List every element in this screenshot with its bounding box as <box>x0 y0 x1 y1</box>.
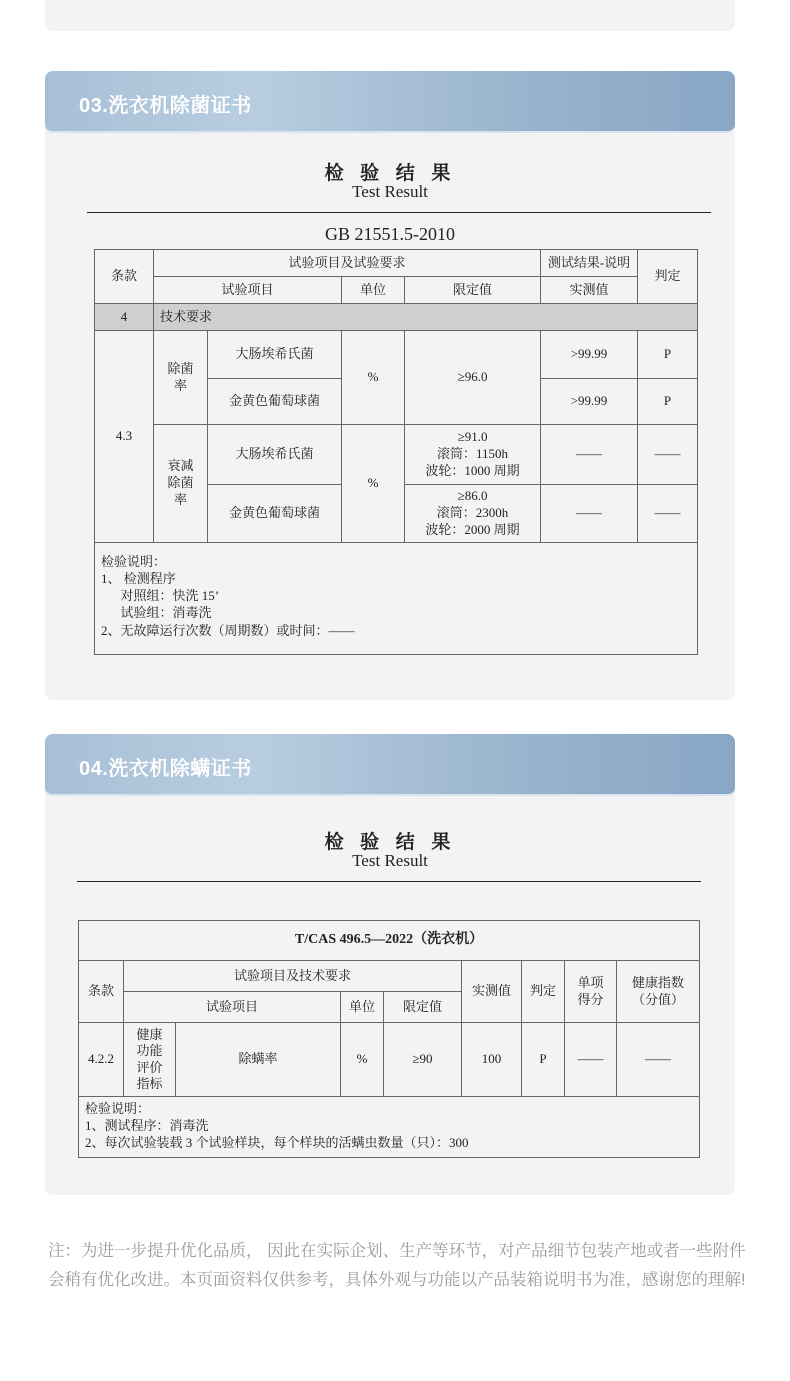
tech-clause: 4 <box>95 304 154 331</box>
header-test-item: 试验项目 <box>124 992 341 1023</box>
group1-judge-2: P <box>638 379 698 425</box>
group2-measured-2: —— <box>541 485 638 543</box>
group2-measured-1: —— <box>541 425 638 485</box>
group2-unit: % <box>342 425 405 543</box>
standard-code: T/CAS 496.5—2022（洗衣机） <box>79 921 700 961</box>
header-clause: 条款 <box>95 250 154 304</box>
header-judgement: 判定 <box>638 250 698 304</box>
row-health: —— <box>617 1023 700 1097</box>
row-category: 健康 功能 评价 指标 <box>124 1023 176 1097</box>
header-items-requirements: 试验项目及技术要求 <box>124 961 462 992</box>
inspection-notes: 检验说明： 1、测试程序：消毒洗 2、每次试验装载 3 个试验样块，每个样块的活螨虫数量（只）：300 <box>79 1097 700 1158</box>
header-health-index: 健康指数 （分值） <box>617 961 700 1023</box>
result-title: 检 验 结 果 <box>324 831 456 853</box>
group2-label: 衰减 除菌 率 <box>154 425 208 543</box>
header-test-item: 试验项目 <box>154 277 342 304</box>
result-title: 检 验 结 果 <box>324 162 456 184</box>
divider-rule <box>77 881 701 882</box>
inspection-notes: 检验说明： 1、 检测程序 对照组：快洗 15’ 试验组：消毒洗 2、无故障运行次数（周期数）或时间：—— <box>95 543 698 655</box>
row-measured: 100 <box>462 1023 522 1097</box>
group1-unit: % <box>342 331 405 425</box>
header-clause: 条款 <box>79 961 124 1023</box>
group1-limit: ≥96.0 <box>405 331 541 425</box>
row-limit: ≥90 <box>384 1023 462 1097</box>
group2-judge-1: —— <box>638 425 698 485</box>
row-clause: 4.2.2 <box>79 1023 124 1097</box>
header-unit: 单位 <box>342 277 405 304</box>
group1-item-2: 金黄色葡萄球菌 <box>208 379 342 425</box>
section-title: 04.洗衣机除螨证书 <box>79 758 252 780</box>
header-unit: 单位 <box>341 992 384 1023</box>
header-limit: 限定值 <box>384 992 462 1023</box>
header-result-desc: 测试结果-说明 <box>541 250 638 277</box>
header-measured: 实测值 <box>462 961 522 1023</box>
group1-judge-1: P <box>638 331 698 379</box>
row-judge: P <box>522 1023 565 1097</box>
mite-removal-certificate-card <box>45 734 735 1195</box>
group1-measured-2: >99.99 <box>541 379 638 425</box>
group2-item-2: 金黄色葡萄球菌 <box>208 485 342 543</box>
group2-limit-1: ≥91.0 滚筒：1150h 波轮：1000 周期 <box>405 425 541 485</box>
group2-judge-2: —— <box>638 485 698 543</box>
row-score: —— <box>565 1023 617 1097</box>
group1-label: 除菌 率 <box>154 331 208 425</box>
header-measured: 实测值 <box>541 277 638 304</box>
test-result-table <box>94 249 698 655</box>
group2-item-1: 大肠埃希氏菌 <box>208 425 342 485</box>
header-limit: 限定值 <box>405 277 541 304</box>
section-banner <box>45 734 735 796</box>
section-title: 03.洗衣机除菌证书 <box>79 95 252 117</box>
test-result-table <box>78 920 700 1158</box>
previous-card-bottom <box>45 0 735 31</box>
result-subtitle: Test Result <box>352 851 428 870</box>
standard-code: GB 21551.5-2010 <box>325 224 455 244</box>
disclaimer-footnote: 注：为进一步提升优化品质， 因此在实际企划、生产等环节，对产品细节包装产地或者一些附件会稍有优化改进。本页面资料仅供参考，具体外观与功能以产品装箱说明书为准，感谢您的理解! <box>48 1242 746 1289</box>
tech-label: 技术要求 <box>154 304 698 331</box>
group1-measured-1: >99.99 <box>541 331 638 379</box>
section-banner <box>45 71 735 133</box>
sterilization-certificate-card <box>45 71 735 700</box>
header-single-score: 单项 得分 <box>565 961 617 1023</box>
group2-limit-2: ≥86.0 滚筒：2300h 波轮：2000 周期 <box>405 485 541 543</box>
clause-43: 4.3 <box>95 331 154 543</box>
header-judgement: 判定 <box>522 961 565 1023</box>
divider-rule <box>87 212 711 213</box>
header-items-requirements: 试验项目及试验要求 <box>154 250 541 277</box>
group1-item-1: 大肠埃希氏菌 <box>208 331 342 379</box>
row-unit: % <box>341 1023 384 1097</box>
result-subtitle: Test Result <box>352 182 428 201</box>
row-item: 除螨率 <box>176 1023 341 1097</box>
